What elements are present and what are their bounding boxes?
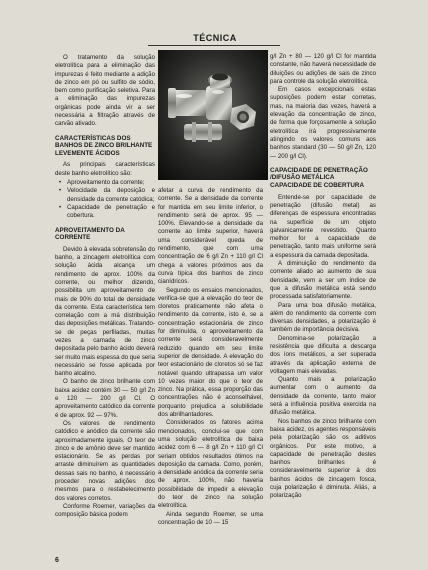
paragraph: Denomina-se polarização a resistência que dificulta a descarga dos íons metálicos, a ser superada através da aplicação externa de voltagem mais elevadas. bbox=[270, 334, 376, 375]
paragraph: Para uma boa difusão metálica, além do rendimento da corrente com diversas densidades, a polarização é também de importância decisiva. bbox=[270, 301, 376, 334]
header-rule bbox=[148, 45, 280, 46]
column-3 bbox=[270, 53, 376, 501]
paragraph: O banho de zinco brilhante com baixa acidez contém 30 — 50 g/l Zn e 120 — 200 g/l Cl. O aproveitamento catódico da corrente é de aprox. 92 — 97%. bbox=[55, 378, 155, 419]
page-number: 6 bbox=[55, 557, 59, 564]
paragraph: Considerados os fatores acima mencionados, conclui-se que com uma solução eletrolítica de baixa acidez com 6 — 8 g/l Zn + 110 g/l Cl seriam obtidos resultados ótimos na deposição da camada. Como, porém, a densidade anódica da corrente seria de aprox. 100%, não haveria possibilidade de impedir a elevação do teor de zinco na solução eletrolítica. bbox=[158, 419, 263, 510]
paragraph: O tratamento da solução eletrolítica para a eliminação das impurezas é feito mediante a adição de zinco em pó ou sulfito de sódio, bem como purificação seletiva. Para a eliminação das impurezas orgânicas pode ainda vir a ser necessária a filtração através de carvão ativado. bbox=[55, 54, 155, 128]
section-title: TÉCNICA bbox=[193, 33, 237, 43]
fittings-photo bbox=[158, 50, 268, 180]
section-heading: CARACTERÍSTICAS DOS BANHOS DE ZINCO BRILHANTE LEVEMENTE ÁCIDOS bbox=[55, 134, 153, 157]
section-heading: APROVEITAMENTO DA CORRENTE bbox=[55, 226, 125, 242]
paragraph: Quanto mais a polarização aumentar com o aumento da densidade da corrente, tanto maior será a influência positiva exercida na difusão metálica. bbox=[270, 376, 376, 417]
paragraph: Entende-se por capacidade de penetração (difusão metal) as diferenças de espessura encontradas na superfície de um objeto galvanicamente revestido. Quanto melhor for a capacidade de penetração, tanto mais uniforme será a espessura da camada depositada. bbox=[270, 193, 376, 259]
paragraph: A diminuição do rendimento da corrente aliado ao aumento de sua densidade, vem a ser um índice de que a difusão metálica está sendo processada satisfatoriamente. bbox=[270, 260, 376, 301]
column-2 bbox=[158, 187, 263, 527]
list-item: • Capacidade de penetração e cobertura. bbox=[63, 204, 155, 221]
column-1 bbox=[55, 54, 155, 520]
paragraph: As principais características deste banho eletrolítico são: bbox=[55, 161, 155, 177]
paragraph: afetar a curva de rendimento da corrente. Se a densidade da corrente for mantida em seu limite inferior, o rendimento será de aprox. 95 — 100%. Elevando-se a densidade da corrente ao limite superior, haverá uma considerável queda de rendimento, que com uma concentração de 6 g/l Zn + 110 g/l Cl chega a valores próximos aos da curva típica dos banhos de zinco cianídricos. bbox=[158, 187, 263, 286]
paragraph: Segundo os ensaios mencionados, verifica-se que a elevação do teor de cloretos praticamente não afeta o rendimento da corrente, isto é, se a concentração estacionária de zinco for diminuída, o aproveitamento da corrente será consideravelmente reduzido quando em seu limite superior de densidade. A elevação do teor estacionário de cloretos só se faz notável quando ultrapassa um valor 10 vezes maior do que o teor de zinco. Na prática, essa proporção das concentrações não é aconselhável, porquanto prejudica a solubilidade dos abrilhantadores. bbox=[158, 286, 263, 419]
paragraph: Devido à elevada sobretensão do banho, a zincagem eletrolítica com solução ácida alcança um rendimento de aprox. 100% da corrente, ou melhor dizendo, possibilita um aproveitamento de mais de 90% do total de densidade da corrente. Esta característica tem correlação com a má distribuição das deposições metálicas. Tratando-se de peças perfiladas, muitas vezes a camada de zinco depositada pelo banho ácido deverá ser muito mais espessa do que seria necessário se fosse aplicada por banho alcalino. bbox=[55, 245, 156, 378]
section-heading: CAPACIDADE DE PENETRAÇÃO /DIFUSÃO METÁLICA CAPACIDADE DE COBERTURA bbox=[270, 166, 368, 190]
characteristics-list bbox=[55, 179, 155, 220]
paragraph: Ainda segundo Roemer, se uma concentração de 10 — 15 bbox=[158, 510, 263, 526]
coupling-fitting bbox=[184, 122, 222, 142]
paragraph: g/l Zn + 80 — 120 g/l Cl for mantida constante, não haverá necessidade de diluições ou adições de sais de zinco para controle da solução eletrolítica. bbox=[270, 53, 376, 85]
paragraph: Conforme Roemer, variações da composição básica podem bbox=[55, 502, 155, 519]
paragraph: Nos banhos de zinco brilhante com baixa acidez, os agentes responsáveis pela polarização são os aditivos orgânicos. Por este motivo, a capacidade de penetração destes banhos brilhantes é consideravelmente superior à dos banhos ácidos de zincagem fosca, cuja polarização é diminuta. Aliás, a polarização bbox=[270, 417, 376, 500]
list-item: • Velocidade da deposição e densidade da corrente catódica; bbox=[63, 187, 155, 204]
list-item: • Aproveitamento da corrente; bbox=[63, 179, 155, 187]
paragraph: Os valores de rendimento catódico e anódico da corrente são aproximadamente iguais. O teor de zinco e de amônio deve ser mantido estacionário. Se as perdas por arraste diminuírem as quantidades dessas sais no banho, é necessário proceder novas adições dos mesmos para o restabelecimento dos valores corretos. bbox=[55, 419, 155, 502]
paragraph: Em casos excepcionais estas suposições podem estar corretas, mas, na maioria das vezes, haverá a elevação da concentração de zinco, de forma que forçosamente a solução eletrolítica irá progressivamente atingindo os valores comuns aos banhos standard (30 — 50 g/l Zn, 120 — 200 g/l Cl). bbox=[270, 86, 376, 160]
